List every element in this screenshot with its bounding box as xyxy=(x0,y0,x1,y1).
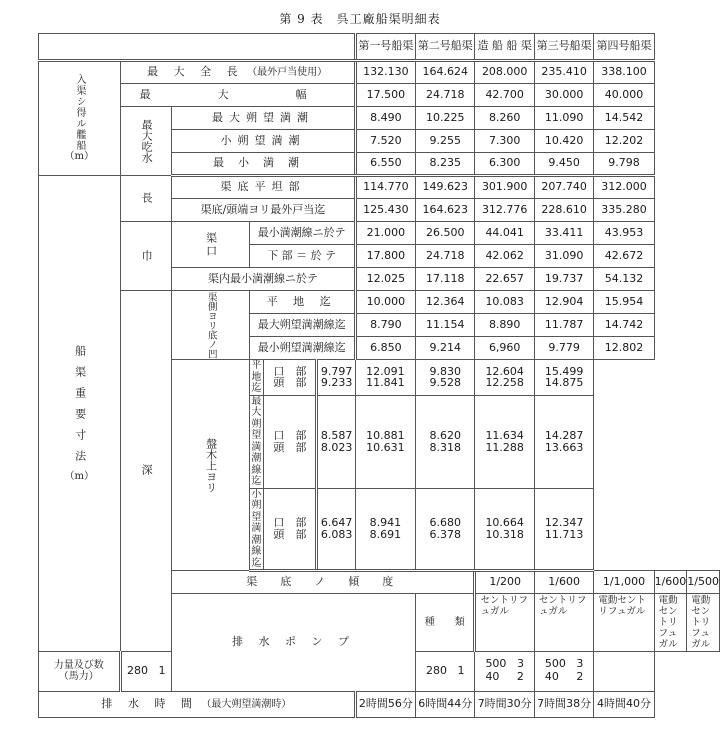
table-row: 船渠重要寸法 （m） 長 渠底平坦部 114.770 149.623 301.900 207.740 312.000 xyxy=(39,176,720,199)
table-row: 入渠シ得ル艦船 （m） 最 大 全 長 （最外戸当使用） 132.130 164.624 208.000 235.410 338.100 xyxy=(39,61,720,84)
table-row: 排 水 ポ ン プ 種 類 セントリフュガル セントリフュガル 電動セントリフュガル 電動セントリフュガル 電動セントリフュガル xyxy=(39,594,720,652)
table-row: 最 大 幅 17.500 24.718 42.700 30.000 40.000 xyxy=(39,84,720,107)
table-row: 巾 渠口 最小満潮線ニ於テ 21.000 26.500 44.041 33.411 43.953 xyxy=(39,222,720,245)
dock-table xyxy=(38,33,720,718)
page-title: 第 9 表 呉工廠船渠明細表 xyxy=(279,12,441,26)
table-row: 下 部 ＝ 於 テ 17.800 24.718 42.062 31.090 42.672 xyxy=(39,245,720,268)
col-header: 第一号船渠 xyxy=(355,34,415,61)
table-row: 最大朔望満潮線迄 口 部 頭 部 8.587 8.023 10.881 10.631 8.620 8.318 11.634 11.288 14.287 13.663 xyxy=(39,395,720,488)
table-row: 力量及び数 （馬力） 280 1 280 1 500 3 40 2 500 3 40 2 xyxy=(39,651,720,691)
col-header: 造 船 船 渠 xyxy=(475,34,534,61)
col-header: 第四号船渠 xyxy=(594,34,654,61)
table-row: 渠 底 ノ 傾 度 1/200 1/600 1/1,000 1/600 1/500 xyxy=(39,571,720,594)
table-row: 深 渠側ヨリ底ノ凹 平 地 迄 10.000 12.364 10.083 12.904 15.954 xyxy=(39,291,720,314)
table-row: 最小朔望満潮線迄 6.850 9.214 6,960 9.779 12.802 xyxy=(39,337,720,360)
header-row xyxy=(39,34,720,61)
table-row: 最大吃水 最大朔望満潮 8.490 10.225 8.260 11.090 14.542 xyxy=(39,107,720,130)
table-row: 小朔望満潮線迄 口 部 頭 部 6.647 6.083 8.941 8.691 6.680 6.378 10.664 10.318 12.347 11.713 xyxy=(39,488,720,571)
table-row: 最大朔望満潮線迄 8.790 11.154 8.890 11.787 14.742 xyxy=(39,314,720,337)
table-row: 小朔望満潮 7.520 9.255 7.300 10.420 12.202 xyxy=(39,130,720,153)
col-header: 第三号船渠 xyxy=(534,34,593,61)
draft-group-label: 最大吃水 xyxy=(120,107,172,176)
table-row: 渠内最小満潮線ニ於テ 12.025 17.118 22.657 19.737 54.132 xyxy=(39,268,720,291)
col-header: 第二号船渠 xyxy=(415,34,474,61)
table-row: 排 水 時 間 （最大朔望満潮時） 2時間56分 6時間44分 7時間30分 7時間38分 4時間40分 xyxy=(39,691,720,717)
dims-group-label: 船渠重要寸法 （m） xyxy=(39,176,121,652)
ship-group-label: 入渠シ得ル艦船 （m） xyxy=(39,61,121,176)
table-row: 渠底/頭端ヨリ最外戸当迄 125.430 164.623 312.776 228.610 335.280 xyxy=(39,199,720,222)
table-row: 盤木上ヨリ 平 地 迄 口 部 頭 部 9.797 9.233 12.091 11.841 9.830 9.528 12.604 12.258 15.499 14.875 xyxy=(39,360,720,396)
table-row: 最小満潮 6.550 8.235 6.300 9.450 9.798 xyxy=(39,153,720,176)
